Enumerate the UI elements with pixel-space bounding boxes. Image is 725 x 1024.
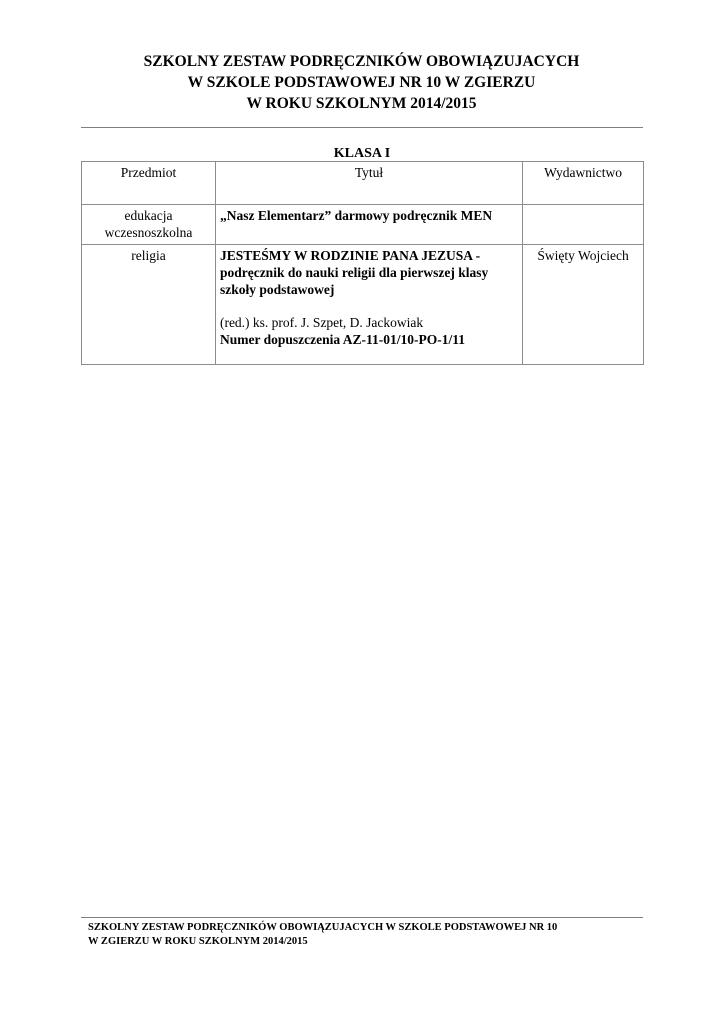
- table-row: [82, 245, 644, 365]
- page-footer: [88, 921, 648, 949]
- table-header-row: [82, 162, 644, 205]
- title-line-1: SZKOLNY ZESTAW PODRĘCZNIKÓW OBOWIĄZUJACYCH: [143, 53, 580, 70]
- cell-publisher: [523, 205, 644, 245]
- title-line-2: W SZKOLE PODSTAWOWEJ NR 10 W ZGIERZU: [187, 74, 536, 91]
- cell-publisher: Święty Wojciech: [523, 245, 644, 365]
- cell-subject: [82, 245, 216, 365]
- footer-line-1: SZKOLNY ZESTAW PODRĘCZNIKÓW OBOWIĄZUJACYCH W SZKOLE PODSTAWOWEJ NR 10: [88, 922, 558, 933]
- header-divider: [81, 127, 643, 128]
- spacer: [220, 298, 518, 314]
- subject-line: religia: [131, 248, 166, 263]
- cell-subject: [82, 205, 216, 245]
- footer-line-2: W ZGIERZU W ROKU SZKOLNYM 2014/2015: [88, 936, 308, 947]
- textbook-table: [81, 161, 644, 365]
- subject-line: edukacja: [124, 208, 173, 223]
- header-publisher: Wydawnictwo: [523, 162, 644, 205]
- cell-title: [215, 245, 522, 365]
- subject-line: wczesnoszkolna: [104, 225, 193, 240]
- book-authors: (red.) ks. prof. J. Szpet, D. Jackowiak: [219, 315, 424, 330]
- header-subject: Przedmiot: [82, 162, 216, 205]
- document-title: [80, 51, 643, 114]
- approval-number: Numer dopuszczenia AZ-11-01/10-PO-1/11: [219, 332, 465, 347]
- book-subtitle-line: podręcznik do nauki religii dla pierwszej klasy: [219, 265, 489, 280]
- table-row: [82, 205, 644, 245]
- book-subtitle-line: szkoły podstawowej: [219, 282, 335, 297]
- section-title: KLASA I: [333, 146, 391, 161]
- title-line-3: W ROKU SZKOLNYM 2014/2015: [246, 95, 477, 112]
- book-title: JESTEŚMY W RODZINIE PANA JEZUSA -: [219, 248, 481, 263]
- cell-title: „Nasz Elementarz” darmowy podręcznik MEN: [215, 205, 522, 245]
- footer-divider: [81, 917, 643, 918]
- header-title: Tytuł: [215, 162, 522, 205]
